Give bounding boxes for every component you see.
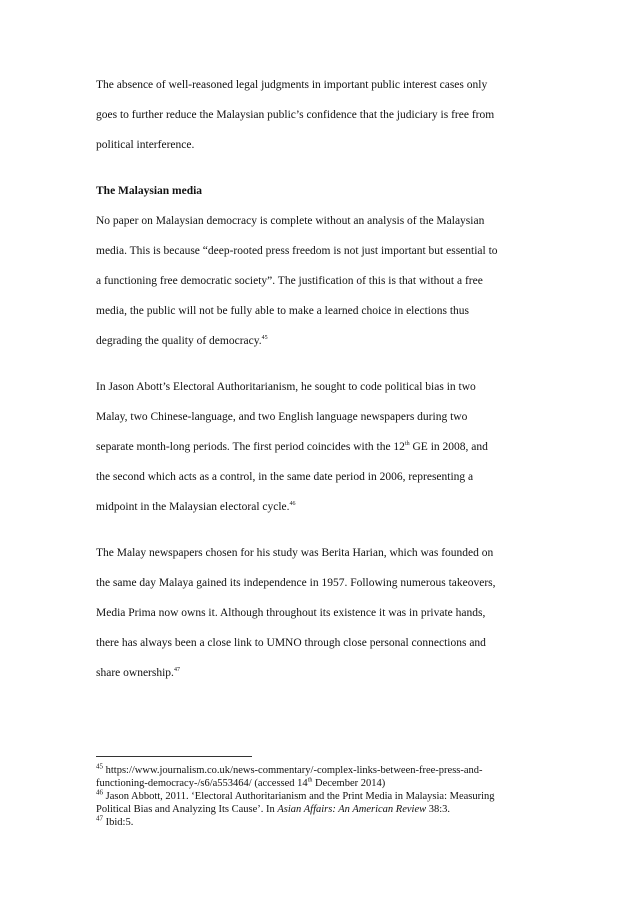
para3-line1: In Jason Abott’s Electoral Authoritarianism, he sought to code political bias in two: [96, 381, 476, 393]
footnote-47-number: 47: [96, 814, 103, 823]
para3-line3-text-a: separate month-long periods. The first period coincides with the 12: [96, 441, 405, 453]
footnote-45-line2-a: functioning-democracy-/s6/a553464/ (accessed 14: [96, 778, 308, 789]
para2-line5-text: degrading the quality of democracy.: [96, 335, 262, 347]
para4-line5: [96, 666, 180, 680]
footnote-ref-46: 46: [289, 501, 296, 508]
footnote-45-line2-b: December 2014): [312, 778, 386, 789]
para4-line2: the same day Malaya gained its independence in 1957. Following numerous takeovers,: [96, 577, 496, 589]
para2-line4: media, the public will not be fully able to make a learned choice in elections thus: [96, 305, 469, 317]
footnote-47-text: Ibid:5.: [103, 817, 134, 828]
para2-line2: media. This is because “deep-rooted press freedom is not just important but essential to: [96, 245, 498, 257]
para3-line2: Malay, two Chinese-language, and two English language newspapers during two: [96, 411, 468, 423]
ordinal-suffix: th: [404, 441, 410, 448]
para4-line1: The Malay newspapers chosen for his study was Berita Harian, which was founded on: [96, 547, 494, 559]
footnote-46-journal: Asian Affairs: An American Review: [277, 804, 427, 815]
para3-line5: [96, 500, 296, 514]
para1-line2: goes to further reduce the Malaysian public’s confidence that the judiciary is free from: [96, 109, 495, 121]
footnote-46-number: 46: [96, 788, 103, 797]
para4-line3: Media Prima now owns it. Although throughout its existence it was in private hands,: [96, 607, 486, 619]
footnote-46-line2-b: 38:3.: [426, 804, 451, 815]
footnote-46-line2: [96, 803, 450, 816]
footnote-47-line1: [96, 816, 133, 829]
para3-line3: [96, 440, 488, 454]
footnote-45-number: 45: [96, 762, 103, 771]
section-heading: The Malaysian media: [96, 185, 203, 197]
para4-line4: there has always been a close link to UMNO through close personal connections and: [96, 637, 486, 649]
footnote-45-line2: [96, 777, 385, 790]
footnote-ref-45: 45: [261, 335, 268, 342]
para3-line3-text-b: GE in 2008, and: [409, 441, 488, 453]
para4-line5-text: share ownership.: [96, 667, 174, 679]
para1-line1: The absence of well-reasoned legal judgments in important public interest cases only: [96, 79, 488, 91]
para1-line3: political interference.: [96, 139, 195, 151]
footnote-46-text: Jason Abbott, 2011. ‘Electoral Authoritarianism and the Print Media in Malaysia: Measuring: [103, 791, 495, 802]
para2-line1: No paper on Malaysian democracy is complete without an analysis of the Malaysian: [96, 215, 485, 227]
para3-line5-text: midpoint in the Malaysian electoral cycle.: [96, 501, 290, 513]
footnote-46-line1: [96, 790, 495, 803]
para2-line3: a functioning free democratic society”. The justification of this is that without a free: [96, 275, 483, 287]
footnote-ref-47: 47: [173, 667, 180, 674]
footnote-46-line2-a: Political Bias and Analyzing Its Cause’. In: [96, 804, 278, 815]
footnote-45-line1: [96, 764, 483, 777]
footnote-45-url[interactable]: https://www.journalism.co.uk/news-commentary/-complex-links-between-free-press-and-: [103, 765, 483, 776]
para3-line4: the second which acts as a control, in the same date period in 2006, representing a: [96, 471, 474, 483]
para2-line5: [96, 334, 268, 348]
footnote-separator: [96, 756, 252, 757]
footnote-45-ordinal: th: [307, 777, 313, 784]
